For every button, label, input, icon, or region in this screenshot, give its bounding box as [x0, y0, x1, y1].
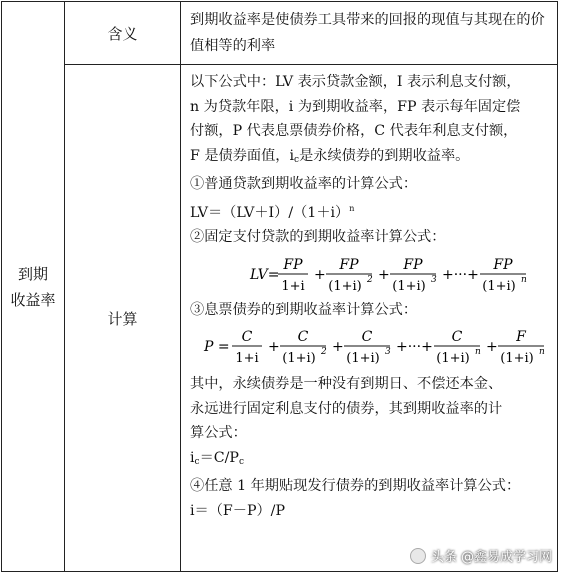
item3-formula-svg [190, 322, 550, 372]
item2-num-1: FP [339, 256, 359, 273]
item1-title: ①普通贷款到期收益率的计算公式： [190, 176, 418, 192]
calculation-label-cell [65, 65, 181, 572]
item3-den-0: 1+i [235, 351, 259, 366]
item3-op-3: +···+ [396, 339, 433, 355]
watermark-logo-icon [410, 548, 426, 564]
item2-exp-3: n [521, 274, 527, 285]
item1-formula-exp: n [349, 203, 355, 213]
meaning-label-cell [65, 2, 181, 65]
item3-op-4: + [486, 339, 498, 355]
row-header-cell [2, 2, 65, 572]
perpetual-line-2: 永远进行固定利息支付的债券，其到期收益率的计 [190, 400, 503, 417]
perpetual-b: ＝C/P [199, 449, 239, 466]
perpetual-a: i [190, 449, 195, 466]
item3-num-0: C [241, 329, 253, 345]
item3-num-1: C [297, 329, 309, 345]
item1-formula-text: LV＝（LV＋I）/（1＋i） [190, 204, 350, 221]
intro-line-4-tail: 是永续债券的到期收益率。 [299, 147, 470, 164]
item2-title: ②固定支付贷款的到期收益率计算公式： [190, 229, 446, 245]
item2-den-0: 1+i [281, 278, 305, 294]
item2-den-3: (1+i) [482, 278, 516, 294]
intro-line-2: n 为贷款年限，i 为到期收益率，FP 表示每年固定偿 [190, 98, 521, 115]
intro-line-1: 以下公式中：LV 表示贷款金额，I 表示利息支付额， [190, 74, 521, 90]
perpetual-formula [190, 446, 551, 475]
item3-den-4: (1+i) [500, 351, 534, 366]
item2-exp-2: 3 [431, 274, 437, 285]
intro-line-3: 付额，P 代表息票债券价格，C 代表年利息支付额， [190, 123, 518, 139]
intro-line-4-sub: c [294, 154, 300, 165]
item2-op-3: +···+ [442, 266, 479, 283]
item3-exp-2: 3 [385, 347, 391, 357]
item2-formula [190, 250, 551, 298]
item3-exp-3: n [475, 347, 481, 357]
perpetual-line-1: 其中，永续债券是一种没有到期日、不偿还本金、 [190, 376, 503, 392]
calculation-label: 计算 [107, 309, 138, 328]
perpetual-line-3: 算公式： [190, 425, 247, 441]
meaning-text-cell [181, 2, 558, 65]
item3-title: ③息票债券的到期收益率计算公式： [190, 301, 418, 318]
item2-formula-svg [190, 250, 550, 298]
intro-line-4-text: F 是债券面值，i [190, 147, 295, 164]
item3-num-4: F [516, 329, 526, 345]
perpetual-sub1: c [194, 456, 200, 467]
item2-den-1: (1+i) [328, 278, 362, 294]
item2-lhs: LV= [250, 266, 280, 283]
item2-den-2: (1+i) [392, 278, 426, 294]
watermark-text: 头条 @鑫易成学习网 [430, 550, 552, 565]
yield-to-maturity-table [1, 1, 558, 572]
item2-op-2: + [378, 266, 390, 283]
item3-op-1: + [268, 339, 280, 355]
perpetual-sub2: c [238, 456, 245, 467]
item4-formula: i＝（F－P）/P [190, 502, 286, 519]
calculation-content-cell [181, 65, 558, 572]
item4-title: ④任意 1 年期贴现发行债券的到期收益率计算公式： [190, 478, 521, 494]
row-header-line-1: 到期 [17, 264, 48, 283]
row-header-line-2: 收益率 [10, 290, 56, 309]
item1-formula [190, 197, 551, 226]
item3-formula [190, 322, 551, 372]
item2-num-2: FP [403, 256, 423, 273]
intro-line-4 [190, 144, 551, 173]
watermark [410, 546, 552, 565]
meaning-text: 到期收益率是使债券工具带来的回报的现值与其现在的价值相等的利率 [190, 12, 545, 54]
item3-den-2: (1+i) [346, 351, 380, 366]
item2-num-3: FP [493, 256, 513, 273]
item3-num-2: C [361, 329, 373, 345]
meaning-label: 含义 [107, 24, 138, 43]
item2-num-0: FP [283, 256, 303, 273]
item3-den-1: (1+i) [282, 351, 316, 366]
item3-exp-1: 2 [321, 347, 327, 357]
item3-op-2: + [332, 339, 344, 355]
item3-num-3: C [451, 329, 463, 345]
item2-exp-1: 2 [367, 274, 373, 285]
item3-exp-4: n [539, 347, 545, 357]
item3-lhs: P = [204, 339, 230, 355]
item3-den-3: (1+i) [436, 351, 470, 366]
item2-op-1: + [314, 266, 326, 283]
